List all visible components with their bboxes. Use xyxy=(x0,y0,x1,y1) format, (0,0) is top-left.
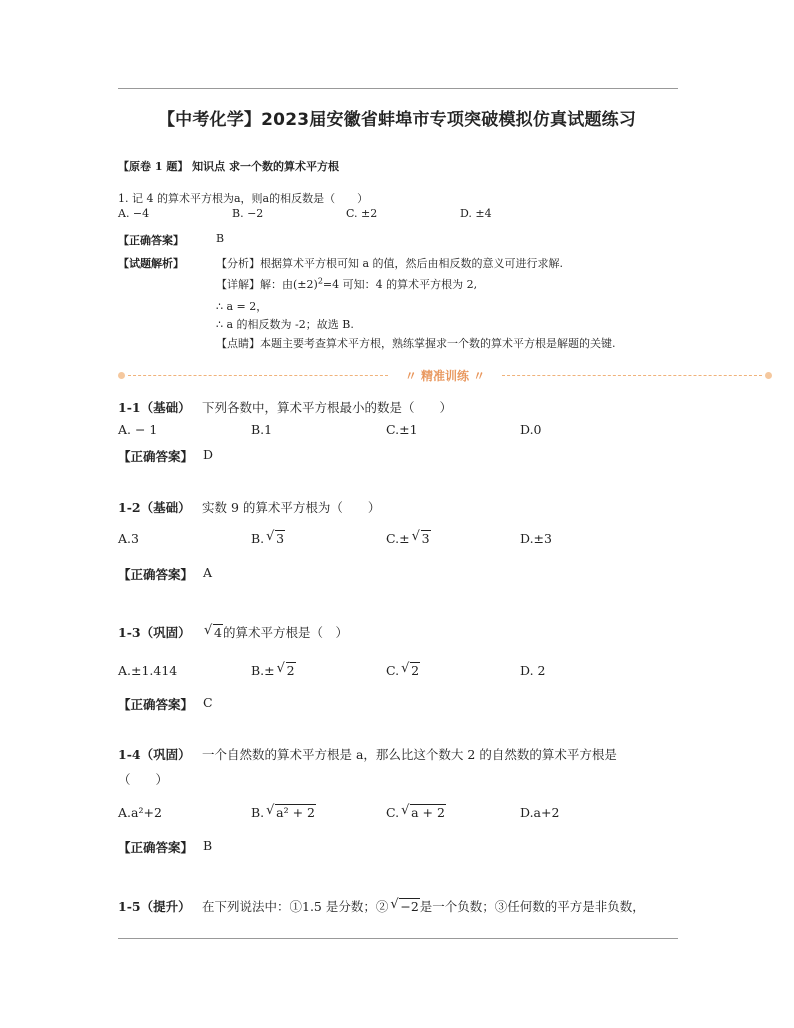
q1-1-option-c: C.±1 xyxy=(386,422,418,437)
analysis-line-2-b: =4 可知：4 的算术平方根为 2, xyxy=(322,278,478,291)
q1-4-answer-label: 【正确答案】 xyxy=(118,840,194,855)
q1-2-option-c-prefix: C.± xyxy=(386,531,410,546)
q1-4-answer: B xyxy=(203,838,213,853)
q1-4-option-b xyxy=(251,805,316,820)
q1-4-option-a: A.a²+2 xyxy=(118,805,162,820)
page-title: 【中考化学】2023届安徽省蚌埠市专项突破模拟仿真试题练习 xyxy=(157,110,637,130)
q1-3-text-line xyxy=(202,623,348,641)
q1-3-label: 1-3（巩固） xyxy=(118,625,191,640)
q1-5-text-line xyxy=(202,897,645,915)
q1-1-answer: D xyxy=(203,447,214,462)
q1-5-text-b: 是一个负数；③任何数的平方是非负数， xyxy=(419,899,645,914)
q1-3-answer-label: 【正确答案】 xyxy=(118,697,194,712)
q1-2-option-b xyxy=(251,531,285,546)
q1-2-option-c xyxy=(386,531,431,546)
q1-4-text: 一个自然数的算术平方根是 a，那么比这个数大 2 的自然数的算术平方根是 xyxy=(202,747,617,762)
q1-2-text: 实数 9 的算术平方根为（ ） xyxy=(202,500,381,515)
analysis-line-2-a: 【详解】解：由 xyxy=(216,278,293,291)
original-analysis-label: 【试题解析】 xyxy=(118,257,184,270)
q1-3-option-b xyxy=(251,663,296,678)
q1-4-option-c-prefix: C. xyxy=(386,805,400,820)
banner-text: 〃 精准训练 〃 xyxy=(404,369,486,383)
q1-1-answer-label: 【正确答案】 xyxy=(118,449,194,464)
banner-dot-right xyxy=(765,372,772,379)
sqrt-sign xyxy=(277,663,296,678)
sqrt-sign xyxy=(266,531,285,546)
practice-banner xyxy=(118,367,772,385)
original-option-a: A. −4 xyxy=(118,207,150,220)
analysis-line-3: ∴ a = 2， xyxy=(216,300,268,313)
q1-4-option-b-prefix: B. xyxy=(251,805,265,820)
q1-5-radicand: −2 xyxy=(400,899,419,914)
q1-4-label: 1-4（巩固） xyxy=(118,747,191,762)
q1-3-option-a: A.±1.414 xyxy=(118,663,178,678)
q1-3-option-b-radicand: 2 xyxy=(286,663,295,678)
q1-4-option-c-radicand: a + 2 xyxy=(411,805,445,820)
analysis-line-4: ∴ a 的相反数为 -2；故选 B. xyxy=(216,318,354,331)
q1-3-text: 的算术平方根是（ ） xyxy=(222,625,348,640)
q1-5-label: 1-5（提升） xyxy=(118,899,191,914)
q1-3-radicand: 4 xyxy=(214,625,222,640)
top-rule xyxy=(118,88,678,89)
q1-5-text-a: 在下列说法中：①1.5 是分数；② xyxy=(202,899,389,914)
q1-2-label: 1-2（基础） xyxy=(118,500,191,515)
sqrt-sign xyxy=(266,805,316,820)
original-answer-label: 【正确答案】 xyxy=(118,234,184,247)
q1-1-text: 下列各数中，算术平方根最小的数是（ ） xyxy=(202,400,453,415)
q1-4-text-2: （ ） xyxy=(118,772,169,787)
q1-3-answer: C xyxy=(203,695,213,710)
sqrt-sign xyxy=(412,531,431,546)
original-header: 【原卷 1 题】 知识点 求一个数的算术平方根 xyxy=(118,160,339,173)
q1-3-option-b-prefix: B.± xyxy=(251,663,275,678)
q1-1-option-d: D.0 xyxy=(520,422,542,437)
bottom-rule xyxy=(118,938,678,939)
original-option-c: C. ±2 xyxy=(346,207,378,220)
q1-1-option-b: B.1 xyxy=(251,422,273,437)
sqrt-sign xyxy=(204,625,223,640)
original-option-b: B. −2 xyxy=(232,207,264,220)
original-option-d: D. ±4 xyxy=(460,207,492,220)
q1-2-option-a: A.3 xyxy=(118,531,139,546)
analysis-line-2 xyxy=(216,276,477,292)
power-expression: $(\pm 2)^2$ xyxy=(293,276,323,291)
q1-2-option-d: D.±3 xyxy=(520,531,552,546)
original-answer: B xyxy=(216,232,225,245)
q1-2-option-b-radicand: 3 xyxy=(276,531,285,546)
q1-2-option-b-prefix: B. xyxy=(251,531,265,546)
q1-4-option-d: D.a+2 xyxy=(520,805,560,820)
q1-3-option-d: D. 2 xyxy=(520,663,546,678)
q1-4-option-b-radicand: a² + 2 xyxy=(276,805,316,820)
q1-1-label: 1-1（基础） xyxy=(118,400,191,415)
q1-3-option-c-radicand: 2 xyxy=(411,663,420,678)
q1-2-answer-label: 【正确答案】 xyxy=(118,567,194,582)
q1-3-option-c xyxy=(386,663,420,678)
q1-1-option-a: A. − 1 xyxy=(118,422,158,437)
banner-line-right xyxy=(502,375,762,377)
q1-2-option-c-radicand: 3 xyxy=(421,531,430,546)
analysis-line-5: 【点睛】本题主要考查算术平方根，熟练掌握求一个数的算术平方根是解题的关键. xyxy=(216,337,616,350)
q1-2-answer: A xyxy=(203,565,213,580)
q1-4-option-c xyxy=(386,805,446,820)
sqrt-sign xyxy=(401,805,446,820)
analysis-line-1: 【分析】根据算术平方根可知 a 的值，然后由相反数的意义可进行求解. xyxy=(216,257,564,270)
q1-3-option-c-prefix: C. xyxy=(386,663,400,678)
sqrt-sign xyxy=(401,663,420,678)
sqrt-sign xyxy=(390,899,419,914)
original-question: 1. 记 4 的算术平方根为a，则a的相反数是（ ） xyxy=(118,192,369,205)
